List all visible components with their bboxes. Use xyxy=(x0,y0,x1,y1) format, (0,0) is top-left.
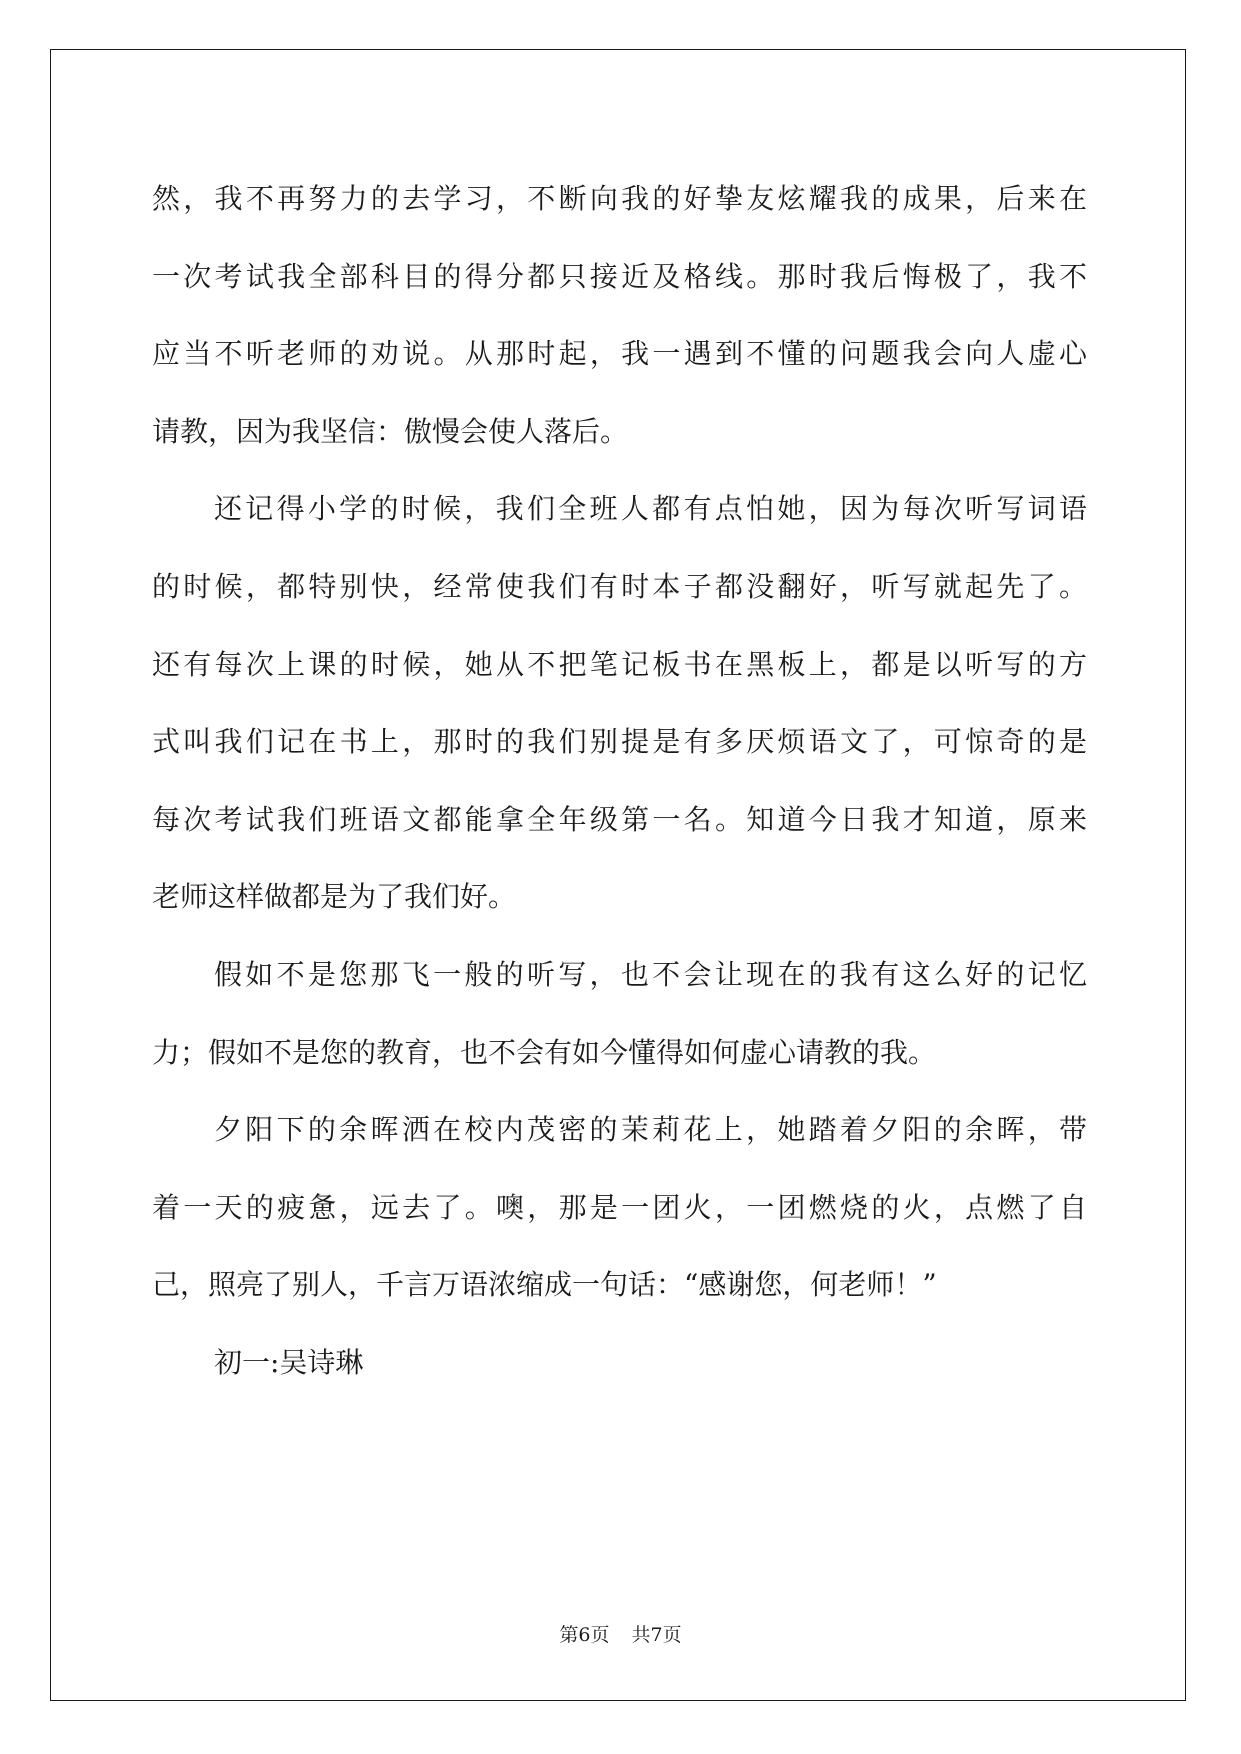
page-footer xyxy=(0,1620,1241,1647)
text-line: 一次考试我全部科目的得分都只接近及格线。那时我后悔极了，我不 xyxy=(152,259,1087,293)
text-line: 然，我不再努力的去学习，不断向我的好挚友炫耀我的成果，后来在 xyxy=(152,182,1087,215)
text-line: 己，照亮了别人，千言万语浓缩成一句话：“感谢您，何老师！” xyxy=(152,1268,937,1302)
text-line: 应当不听老师的劝说。从那时起，我一遇到不懂的问题我会向人虚心 xyxy=(152,337,1087,371)
text-line: 每次考试我们班语文都能拿全年级第一名。知道今日我才知道，原来 xyxy=(152,802,1087,836)
text-line: 老师这样做都是为了我们好。 xyxy=(152,880,517,914)
text-line: 着一天的疲惫，远去了。噢，那是一团火，一团燃烧的火，点燃了自 xyxy=(152,1190,1087,1224)
page-number: 第6页 xyxy=(559,1624,610,1646)
page-total: 共7页 xyxy=(631,1624,682,1646)
text-line: 请教，因为我坚信：傲慢会使人落后。 xyxy=(152,414,629,448)
text-line: 初一:吴诗琳 xyxy=(214,1345,364,1379)
text-line: 的时候，都特别快，经常使我们有时本子都没翻好，听写就起先了。 xyxy=(152,569,1087,603)
text-line: 式叫我们记在书上，那时的我们别提是有多厌烦语文了，可惊奇的是 xyxy=(152,725,1087,759)
text-line: 夕阳下的余晖洒在校内茂密的茉莉花上，她踏着夕阳的余晖，带 xyxy=(214,1113,1087,1147)
text-line: 力；假如不是您的教育，也不会有如今懂得如何虚心请教的我。 xyxy=(152,1035,937,1069)
text-line: 还记得小学的时候，我们全班人都有点怕她，因为每次听写词语 xyxy=(214,492,1087,526)
text-line: 假如不是您那飞一般的听写，也不会让现在的我有这么好的记忆 xyxy=(214,957,1087,991)
text-line: 还有每次上课的时候，她从不把笔记板书在黑板上，都是以听写的方 xyxy=(152,647,1087,681)
document-body xyxy=(152,160,1087,1402)
